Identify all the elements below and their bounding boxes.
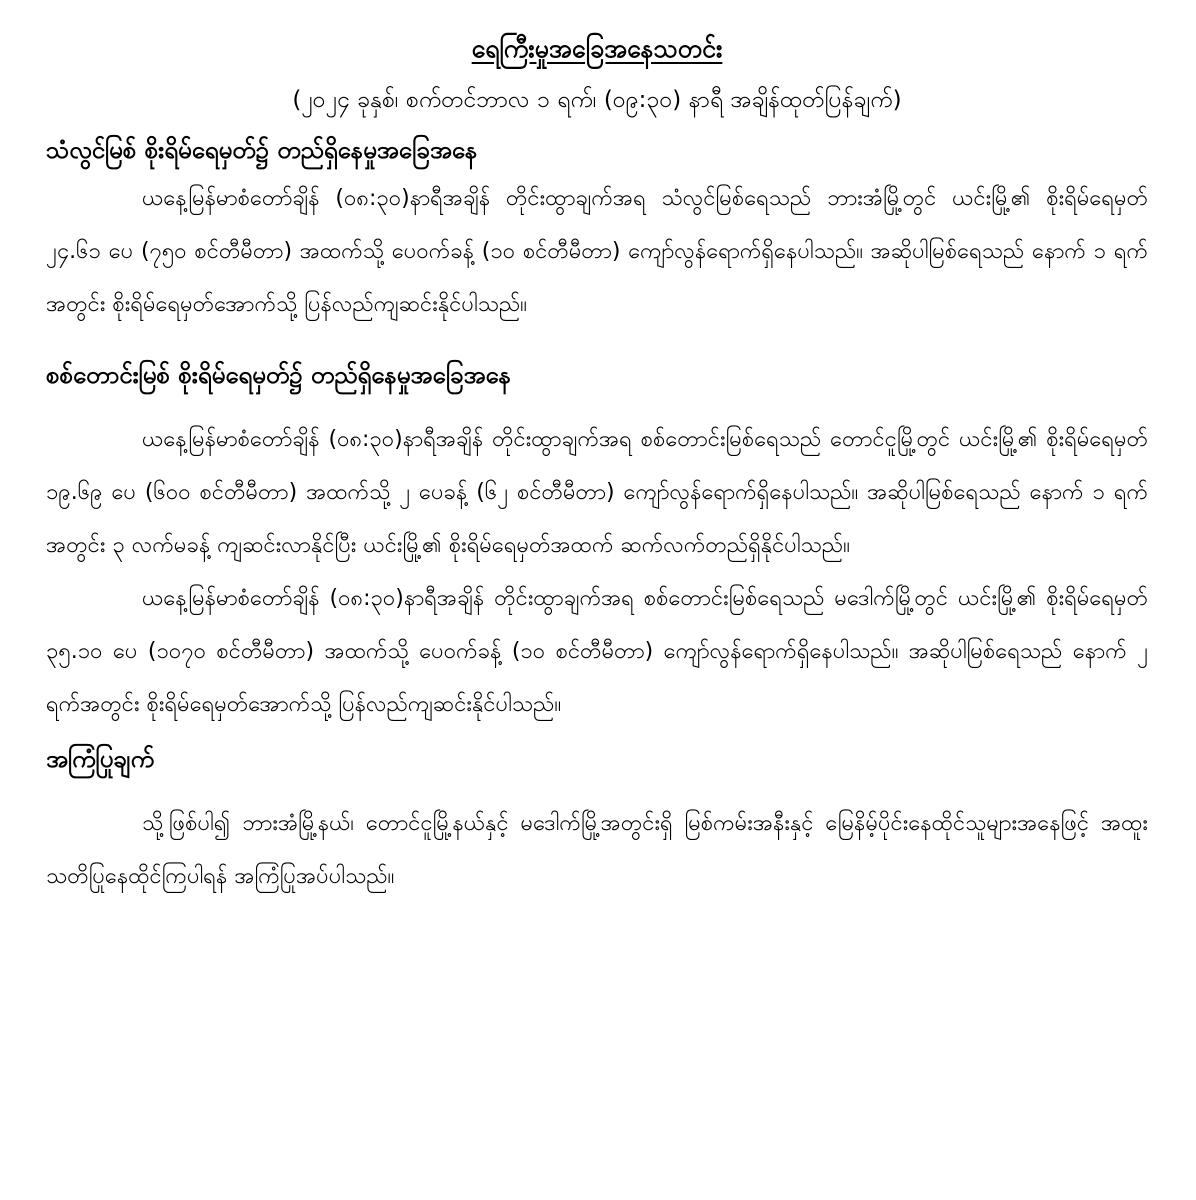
section-sittaung-river — [46, 353, 1148, 731]
page-title: ရေကြီးမှုအခြေအနေသတင်း — [471, 34, 723, 63]
section-salween-river — [46, 128, 1148, 331]
spacer — [46, 397, 1148, 413]
section-heading: အကြံပြုချက် — [46, 745, 155, 773]
spacer — [46, 781, 1148, 797]
paragraph: ယနေ့မြန်မာစံတော်ချိန် (၀၈:၃၀)နာရီအချိန် တိုင်းထွာချက်အရ စစ်တောင်းမြစ်ရေသည် တောင်ငူမြို့တွင် ယင်းမြို့၏ စိုးရိမ်ရေမှတ် ၁၉.၆၉ ပေ (၆၀၀ စင်တီမီတာ) အထက်သို့ ၂ ပေခန့် (၆၂ စင်တီမီတာ) ကျော်လွန်ရောက်ရှိနေပါသည်။ အဆိုပါမြစ်ရေသည် နောက် ၁ ရက်အတွင်း ၃ လက်မခန့် ကျဆင်းလာနိုင်ပြီး ယင်းမြို့၏ စိုးရိမ်ရေမှတ်အထက် ဆက်လက်တည်ရှိနိုင်ပါသည်။ — [46, 427, 1148, 558]
spacer — [46, 331, 1148, 347]
section-heading: စစ်တောင်းမြစ် စိုးရိမ်ရေမှတ်၌ တည်ရှိနေမှုအခြေအနေ — [46, 361, 511, 389]
paragraph: သို့ဖြစ်ပါ၍ ဘားအံမြို့နယ်၊ တောင်ငူမြို့နယ်နှင့် မဒေါက်မြို့အတွင်းရှိ မြစ်ကမ်းအနီးနှင့် မြေနိမ့်ပိုင်းနေထိုင်သူများအနေဖြင့် အထူးသတိပြုနေထိုင်ကြပါရန် အကြံပြုအပ်ပါသည်။ — [46, 811, 1148, 889]
paragraph: ယနေ့မြန်မာစံတော်ချိန် (၀၈:၃၀)နာရီအချိန် တိုင်းထွာချက်အရ စစ်တောင်းမြစ်ရေသည် မဒေါက်မြို့တွင် ယင်းမြို့၏ စိုးရိမ်ရေမှတ် ၃၅.၁၀ ပေ (၁၀၇၀ စင်တီမီတာ) အထက်သို့ ပေ၀က်ခန့် (၁၀ စင်တီမီတာ) ကျော်လွန်ရောက်ရှိနေပါသည်။ အဆိုပါမြစ်ရေသည် နောက် ၂ ရက်အတွင်း စိုးရိမ်ရေမှတ်အောက်သို့ ပြန်လည်ကျဆင်းနိုင်ပါသည်။ — [46, 586, 1148, 717]
section-heading: သံလွင်မြစ် စိုးရိမ်ရေမှတ်၌ တည်ရှိနေမှုအခြေအနေ — [46, 136, 478, 164]
paragraph: ယနေ့မြန်မာစံတော်ချိန် (၀၈:၃၀)နာရီအချိန် တိုင်းထွာချက်အရ သံလွင်မြစ်ရေသည် ဘားအံမြို့တွင် ယင်းမြို့၏ စိုးရိမ်ရေမှတ် ၂၄.၆၁ ပေ (၇၅၀ စင်တီမီတာ) အထက်သို့ ပေ၀က်ခန့် (၁၀ စင်တီမီတာ) ကျော်လွန်ရောက်ရှိနေပါသည်။ အဆိုပါမြစ်ရေသည် နောက် ၁ ရက်အတွင်း စိုးရိမ်ရေမှတ်အောက်သို့ ပြန်လည်ကျဆင်းနိုင်ပါသည်။ — [46, 186, 1148, 317]
release-time-subtitle: (၂၀၂၄ ခုနှစ်၊ စက်တင်ဘာလ ၁ ရက်၊ (၀၉:၃၀) နာရီ အချိန်ထုတ်ပြန်ချက်) — [292, 87, 902, 113]
section-advice — [46, 737, 1148, 903]
